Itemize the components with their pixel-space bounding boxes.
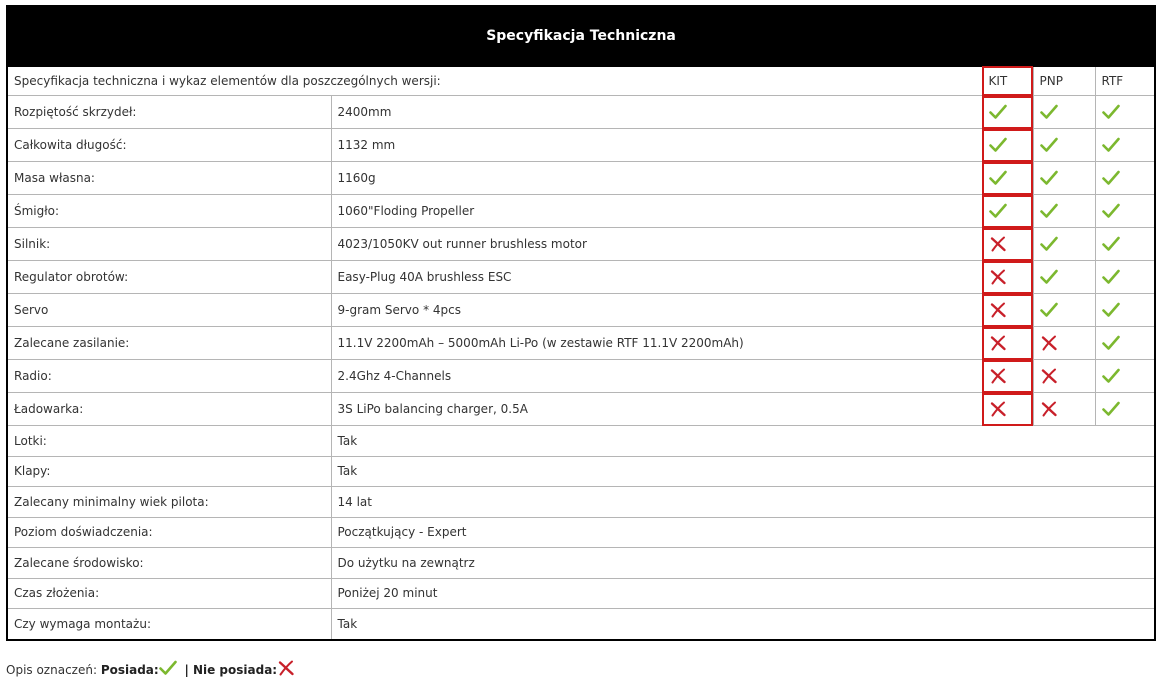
spec-value: 9-gram Servo * 4pcs: [331, 294, 982, 327]
table-row: [7, 162, 1155, 195]
column-header-rtf: RTF: [1095, 66, 1155, 96]
table-row: [7, 195, 1155, 228]
availability-cell-kit: [982, 96, 1033, 129]
table-row: [7, 609, 1155, 640]
cross-icon: [1040, 335, 1058, 351]
availability-cell-rtf: [1095, 261, 1155, 294]
cross-icon: [989, 302, 1007, 318]
availability-cell-kit: [982, 162, 1033, 195]
spec-value: 1060"Floding Propeller: [331, 195, 982, 228]
legend-has-not-label: Nie posiada:: [192, 663, 278, 677]
spec-value: 2.4Ghz 4-Channels: [331, 360, 982, 393]
availability-cell-rtf: [1095, 228, 1155, 261]
spec-value: 1160g: [331, 162, 982, 195]
availability-cell-kit: [982, 327, 1033, 360]
availability-cell-pnp: [1033, 327, 1095, 360]
spec-label: Klapy:: [7, 456, 331, 487]
table-row: [7, 261, 1155, 294]
check-icon: [1040, 104, 1058, 120]
check-icon: [989, 104, 1007, 120]
availability-cell-kit: [982, 228, 1033, 261]
cross-icon: [989, 269, 1007, 285]
check-icon: [989, 170, 1007, 186]
spec-label: Ładowarka:: [7, 393, 331, 426]
table-row: [7, 294, 1155, 327]
cross-icon: [989, 401, 1007, 417]
availability-cell-kit: [982, 393, 1033, 426]
spec-value: Poniżej 20 minut: [331, 578, 1155, 609]
table-row: [7, 487, 1155, 518]
availability-cell-pnp: [1033, 360, 1095, 393]
availability-cell-pnp: [1033, 96, 1095, 129]
check-icon: [1102, 137, 1120, 153]
spec-table-body: [7, 66, 1155, 640]
spec-value: Początkujący - Expert: [331, 517, 1155, 548]
availability-cell-kit: [982, 360, 1033, 393]
availability-cell-kit: [982, 195, 1033, 228]
table-row: [7, 228, 1155, 261]
availability-cell-rtf: [1095, 327, 1155, 360]
check-icon: [1040, 269, 1058, 285]
check-icon: [1102, 170, 1120, 186]
check-icon: [989, 203, 1007, 219]
availability-cell-rtf: [1095, 162, 1155, 195]
spec-label: Czy wymaga montażu:: [7, 609, 331, 640]
cross-icon: [989, 368, 1007, 384]
check-icon: [1102, 335, 1120, 351]
spec-label: Regulator obrotów:: [7, 261, 331, 294]
table-row: [7, 548, 1155, 579]
spec-value: 14 lat: [331, 487, 1155, 518]
table-row: [7, 96, 1155, 129]
column-header-kit: KIT: [982, 66, 1033, 96]
cross-icon: [277, 660, 295, 676]
table-row: [7, 578, 1155, 609]
availability-cell-pnp: [1033, 261, 1095, 294]
column-header-pnp: PNP: [1033, 66, 1095, 96]
availability-cell-rtf: [1095, 393, 1155, 426]
spec-value: Easy-Plug 40A brushless ESC: [331, 261, 982, 294]
spec-label: Zalecany minimalny wiek pilota:: [7, 487, 331, 518]
spec-label: Zalecane środowisko:: [7, 548, 331, 579]
availability-cell-rtf: [1095, 96, 1155, 129]
check-icon: [1040, 137, 1058, 153]
availability-cell-kit: [982, 129, 1033, 162]
spec-label: Radio:: [7, 360, 331, 393]
spec-value: Tak: [331, 609, 1155, 640]
check-icon: [1102, 401, 1120, 417]
spec-table-container: [6, 5, 1154, 641]
table-row: [7, 360, 1155, 393]
table-row: [7, 426, 1155, 457]
availability-cell-pnp: [1033, 195, 1095, 228]
availability-cell-pnp: [1033, 228, 1095, 261]
legend-has-label: Posiada:: [100, 663, 159, 677]
table-row: [7, 129, 1155, 162]
check-icon: [1102, 269, 1120, 285]
spec-label: Poziom doświadczenia:: [7, 517, 331, 548]
availability-cell-pnp: [1033, 162, 1095, 195]
spec-value: 4023/1050KV out runner brushless motor: [331, 228, 982, 261]
legend-separator: |: [184, 663, 189, 677]
check-icon: [1040, 203, 1058, 219]
spec-value: Tak: [331, 426, 1155, 457]
header-row: [7, 66, 1155, 96]
spec-label: Całkowita długość:: [7, 129, 331, 162]
check-icon: [1040, 236, 1058, 252]
cross-icon: [1040, 401, 1058, 417]
availability-cell-pnp: [1033, 393, 1095, 426]
header-row-label: Specyfikacja techniczna i wykaz elementów dla poszczególnych wersji:: [7, 66, 982, 96]
check-icon: [1040, 170, 1058, 186]
table-title: Specyfikacja Techniczna: [7, 6, 1155, 66]
availability-cell-rtf: [1095, 294, 1155, 327]
spec-value: 2400mm: [331, 96, 982, 129]
availability-cell-rtf: [1095, 360, 1155, 393]
legend: [6, 660, 295, 677]
spec-value: 11.1V 2200mAh – 5000mAh Li-Po (w zestawie RTF 11.1V 2200mAh): [331, 327, 982, 360]
spec-label: Servo: [7, 294, 331, 327]
legend-prefix: Opis oznaczeń:: [6, 663, 97, 677]
spec-table: [6, 5, 1156, 641]
availability-cell-kit: [982, 261, 1033, 294]
table-row: [7, 517, 1155, 548]
check-icon: [1102, 236, 1120, 252]
spec-label: Masa własna:: [7, 162, 331, 195]
availability-cell-pnp: [1033, 129, 1095, 162]
availability-cell-pnp: [1033, 294, 1095, 327]
check-icon: [1040, 302, 1058, 318]
availability-cell-rtf: [1095, 129, 1155, 162]
availability-cell-rtf: [1095, 195, 1155, 228]
spec-value: Do użytku na zewnątrz: [331, 548, 1155, 579]
spec-label: Lotki:: [7, 426, 331, 457]
spec-label: Silnik:: [7, 228, 331, 261]
table-row: [7, 327, 1155, 360]
spec-label: Rozpiętość skrzydeł:: [7, 96, 331, 129]
cross-icon: [1040, 368, 1058, 384]
check-icon: [1102, 302, 1120, 318]
table-row: [7, 456, 1155, 487]
spec-value: 3S LiPo balancing charger, 0.5A: [331, 393, 982, 426]
check-icon: [159, 660, 177, 676]
spec-label: Śmigło:: [7, 195, 331, 228]
cross-icon: [989, 335, 1007, 351]
check-icon: [1102, 203, 1120, 219]
table-row: [7, 393, 1155, 426]
spec-label: Czas złożenia:: [7, 578, 331, 609]
spec-value: 1132 mm: [331, 129, 982, 162]
check-icon: [1102, 368, 1120, 384]
check-icon: [1102, 104, 1120, 120]
spec-value: Tak: [331, 456, 1155, 487]
check-icon: [989, 137, 1007, 153]
cross-icon: [989, 236, 1007, 252]
spec-label: Zalecane zasilanie:: [7, 327, 331, 360]
availability-cell-kit: [982, 294, 1033, 327]
